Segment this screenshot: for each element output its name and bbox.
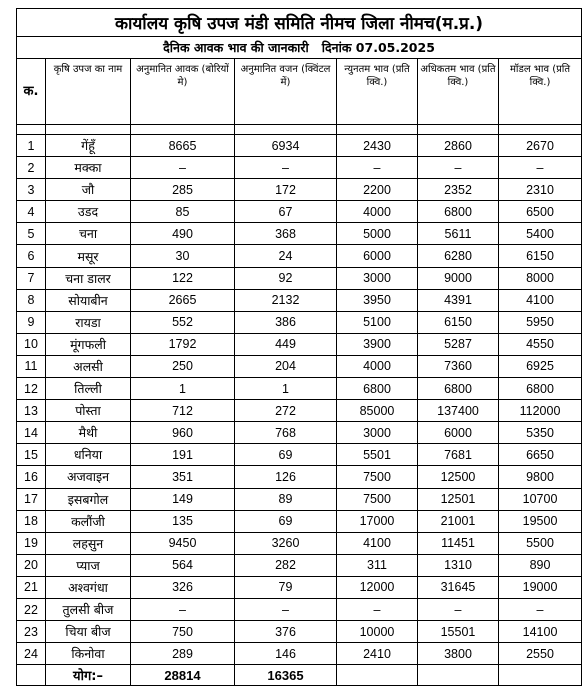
min-price-cell: 4000 [337,201,418,223]
arrival-bags-cell: 326 [131,576,235,598]
min-price-cell: 7500 [337,488,418,510]
max-price-cell: 11451 [418,532,499,554]
table-row [17,510,582,532]
max-price-cell: 9000 [418,267,499,289]
table-row [17,598,582,620]
crop-name-cell: चना डालर [46,267,131,289]
arrival-bags-cell: 552 [131,311,235,333]
table-row [17,576,582,598]
table-row [17,422,582,444]
modal-price-cell: 14100 [499,621,582,643]
min-price-cell: – [337,157,418,179]
arrival-bags-cell: 250 [131,355,235,377]
sr-no-cell: 12 [17,378,46,400]
arrival-weight-cell: 368 [235,223,337,245]
sr-no-cell: 8 [17,289,46,311]
table-row [17,245,582,267]
max-price-cell: 12500 [418,466,499,488]
crop-name-cell: धनिया [46,444,131,466]
arrival-weight-cell: 272 [235,400,337,422]
crop-name-cell: मक्का [46,157,131,179]
modal-price-cell: 6800 [499,378,582,400]
max-price-cell: – [418,157,499,179]
arrival-weight-cell: 89 [235,488,337,510]
arrival-bags-cell: 149 [131,488,235,510]
crop-name-cell: किनोवा [46,643,131,665]
crop-name-cell: लहसुन [46,532,131,554]
subtitle-row [17,37,582,59]
max-price-cell: 3800 [418,643,499,665]
crop-name-cell: सोयाबीन [46,289,131,311]
modal-price-cell: 5500 [499,532,582,554]
min-price-cell: 10000 [337,621,418,643]
arrival-bags-cell: 1792 [131,333,235,355]
title-row [17,9,582,37]
crop-name-cell: तिल्ली [46,378,131,400]
sr-no-cell: 21 [17,576,46,598]
max-price-cell: 6800 [418,201,499,223]
min-price-cell: 5000 [337,223,418,245]
min-price-cell: 4100 [337,532,418,554]
min-price-cell: 12000 [337,576,418,598]
header-arrival-weight: अनुमानित वजन (क्विंटल में) [235,59,337,125]
modal-price-cell: 4550 [499,333,582,355]
min-price-cell: – [337,598,418,620]
min-price-cell: 3000 [337,422,418,444]
sr-no-cell: 16 [17,466,46,488]
modal-price-cell: 890 [499,554,582,576]
arrival-weight-cell: 126 [235,466,337,488]
crop-name-cell: इसबगोल [46,488,131,510]
sr-no-cell: 24 [17,643,46,665]
min-price-cell: 2410 [337,643,418,665]
report-title: कार्यालय कृषि उपज मंडी समिति नीमच जिला नीमच(म.प्र.) [17,9,582,37]
arrival-weight-cell: 449 [235,333,337,355]
crop-name-cell: प्याज [46,554,131,576]
total-row [17,665,582,686]
arrival-bags-cell: 30 [131,245,235,267]
modal-price-cell: – [499,157,582,179]
crop-name-cell: चिया बीज [46,621,131,643]
modal-price-cell: 6500 [499,201,582,223]
arrival-bags-cell: 564 [131,554,235,576]
sr-no-cell: 17 [17,488,46,510]
table-row [17,532,582,554]
crop-name-cell: अजवाइन [46,466,131,488]
max-price-cell: 5611 [418,223,499,245]
report-subtitle: दैनिक आवक भाव की जानकारी दिनांक 07.05.2025 [17,37,582,59]
modal-price-cell: 112000 [499,400,582,422]
max-price-cell: 2860 [418,135,499,157]
table-row [17,267,582,289]
min-price-cell: 5501 [337,444,418,466]
table-row [17,135,582,157]
arrival-weight-cell: 92 [235,267,337,289]
sr-no-cell: 22 [17,598,46,620]
sr-no-cell: 14 [17,422,46,444]
arrival-bags-cell: 2665 [131,289,235,311]
sr-no-cell: 4 [17,201,46,223]
spacer-cell [499,125,582,135]
sr-no-cell: 10 [17,333,46,355]
modal-price-cell: 6925 [499,355,582,377]
spacer-cell [235,125,337,135]
table-row [17,179,582,201]
min-price-cell: 85000 [337,400,418,422]
table-row [17,157,582,179]
table-row [17,400,582,422]
sr-no-cell: 2 [17,157,46,179]
total-empty-cell [337,665,418,686]
min-price-cell: 17000 [337,510,418,532]
table-row [17,223,582,245]
crop-name-cell: अलसी [46,355,131,377]
arrival-weight-cell: – [235,598,337,620]
modal-price-cell: 19000 [499,576,582,598]
crop-name-cell: मूंगफली [46,333,131,355]
total-weight: 16365 [235,665,337,686]
modal-price-cell: 2670 [499,135,582,157]
max-price-cell: 7360 [418,355,499,377]
arrival-bags-cell: 85 [131,201,235,223]
sr-no-cell: 1 [17,135,46,157]
arrival-bags-cell: 9450 [131,532,235,554]
min-price-cell: 7500 [337,466,418,488]
max-price-cell: 12501 [418,488,499,510]
arrival-weight-cell: 69 [235,510,337,532]
sr-no-cell: 11 [17,355,46,377]
table-row [17,333,582,355]
sr-no-cell: 6 [17,245,46,267]
table-row [17,466,582,488]
modal-price-cell: 6650 [499,444,582,466]
max-price-cell: 31645 [418,576,499,598]
arrival-weight-cell: 282 [235,554,337,576]
min-price-cell: 311 [337,554,418,576]
arrival-weight-cell: 3260 [235,532,337,554]
arrival-bags-cell: 8665 [131,135,235,157]
modal-price-cell: 9800 [499,466,582,488]
arrival-weight-cell: 6934 [235,135,337,157]
modal-price-cell: 2550 [499,643,582,665]
spacer-cell [46,125,131,135]
max-price-cell: 1310 [418,554,499,576]
modal-price-cell: 19500 [499,510,582,532]
arrival-weight-cell: 2132 [235,289,337,311]
arrival-bags-cell: – [131,157,235,179]
max-price-cell: 2352 [418,179,499,201]
total-empty-cell [499,665,582,686]
total-label: योग:– [46,665,131,686]
header-sr-no: क. [17,59,46,125]
modal-price-cell: 8000 [499,267,582,289]
sr-no-cell: 19 [17,532,46,554]
modal-price-cell: 4100 [499,289,582,311]
table-row [17,289,582,311]
arrival-weight-cell: 1 [235,378,337,400]
table-row [17,355,582,377]
sr-no-cell: 15 [17,444,46,466]
header-max-price: अधिकतम भाव (प्रति क्वि.) [418,59,499,125]
sr-no-cell: 5 [17,223,46,245]
crop-name-cell: रायडा [46,311,131,333]
modal-price-cell: 5350 [499,422,582,444]
arrival-bags-cell: 351 [131,466,235,488]
sr-no-cell: 18 [17,510,46,532]
min-price-cell: 3950 [337,289,418,311]
min-price-cell: 6800 [337,378,418,400]
header-min-price: न्युनतम भाव (प्रति क्वि.) [337,59,418,125]
modal-price-cell: 5400 [499,223,582,245]
crop-name-cell: कलौंजी [46,510,131,532]
arrival-bags-cell: – [131,598,235,620]
max-price-cell: 15501 [418,621,499,643]
sr-no-cell: 3 [17,179,46,201]
sr-no-cell: 20 [17,554,46,576]
crop-name-cell: पोस्ता [46,400,131,422]
arrival-weight-cell: 24 [235,245,337,267]
sr-no-cell: 23 [17,621,46,643]
column-header-row [17,59,582,125]
sr-no-cell: 13 [17,400,46,422]
arrival-weight-cell: – [235,157,337,179]
crop-name-cell: जौ [46,179,131,201]
max-price-cell: 7681 [418,444,499,466]
arrival-bags-cell: 289 [131,643,235,665]
arrival-bags-cell: 191 [131,444,235,466]
arrival-weight-cell: 69 [235,444,337,466]
arrival-weight-cell: 204 [235,355,337,377]
table-row [17,643,582,665]
arrival-weight-cell: 376 [235,621,337,643]
arrival-bags-cell: 750 [131,621,235,643]
report-sheet [16,8,581,686]
crop-name-cell: चना [46,223,131,245]
crop-name-cell: मसूर [46,245,131,267]
crop-name-cell: उडद [46,201,131,223]
modal-price-cell: 10700 [499,488,582,510]
spacer-cell [17,125,46,135]
crop-name-cell: गेंहूँ [46,135,131,157]
modal-price-cell: 5950 [499,311,582,333]
table-row [17,554,582,576]
max-price-cell: 6000 [418,422,499,444]
table-row [17,488,582,510]
arrival-weight-cell: 768 [235,422,337,444]
arrival-weight-cell: 172 [235,179,337,201]
arrival-bags-cell: 490 [131,223,235,245]
table-row [17,621,582,643]
arrival-weight-cell: 67 [235,201,337,223]
arrival-bags-cell: 122 [131,267,235,289]
table-row [17,378,582,400]
max-price-cell: – [418,598,499,620]
min-price-cell: 2200 [337,179,418,201]
modal-price-cell: – [499,598,582,620]
spacer-row [17,125,582,135]
crop-name-cell: तुलसी बीज [46,598,131,620]
spacer-cell [418,125,499,135]
max-price-cell: 21001 [418,510,499,532]
total-sr-cell [17,665,46,686]
arrival-bags-cell: 712 [131,400,235,422]
min-price-cell: 3000 [337,267,418,289]
sr-no-cell: 9 [17,311,46,333]
crop-name-cell: अश्वगंधा [46,576,131,598]
modal-price-cell: 2310 [499,179,582,201]
max-price-cell: 6150 [418,311,499,333]
spacer-cell [337,125,418,135]
daily-arrival-price-table [16,8,582,686]
crop-name-cell: मैथी [46,422,131,444]
arrival-bags-cell: 960 [131,422,235,444]
min-price-cell: 6000 [337,245,418,267]
total-empty-cell [418,665,499,686]
table-body [17,135,582,665]
arrival-weight-cell: 79 [235,576,337,598]
min-price-cell: 3900 [337,333,418,355]
max-price-cell: 137400 [418,400,499,422]
max-price-cell: 5287 [418,333,499,355]
arrival-weight-cell: 386 [235,311,337,333]
modal-price-cell: 6150 [499,245,582,267]
arrival-bags-cell: 1 [131,378,235,400]
table-row [17,311,582,333]
arrival-bags-cell: 285 [131,179,235,201]
arrival-bags-cell: 135 [131,510,235,532]
min-price-cell: 2430 [337,135,418,157]
max-price-cell: 6280 [418,245,499,267]
table-row [17,201,582,223]
min-price-cell: 4000 [337,355,418,377]
max-price-cell: 4391 [418,289,499,311]
table-row [17,444,582,466]
header-crop-name: कृषि उपज का नाम [46,59,131,125]
total-bags: 28814 [131,665,235,686]
header-arrival-bags: अनुमानित आवक (बोरियों मे) [131,59,235,125]
max-price-cell: 6800 [418,378,499,400]
min-price-cell: 5100 [337,311,418,333]
sr-no-cell: 7 [17,267,46,289]
header-modal-price: मॉडल भाव (प्रति क्वि.) [499,59,582,125]
arrival-weight-cell: 146 [235,643,337,665]
spacer-cell [131,125,235,135]
